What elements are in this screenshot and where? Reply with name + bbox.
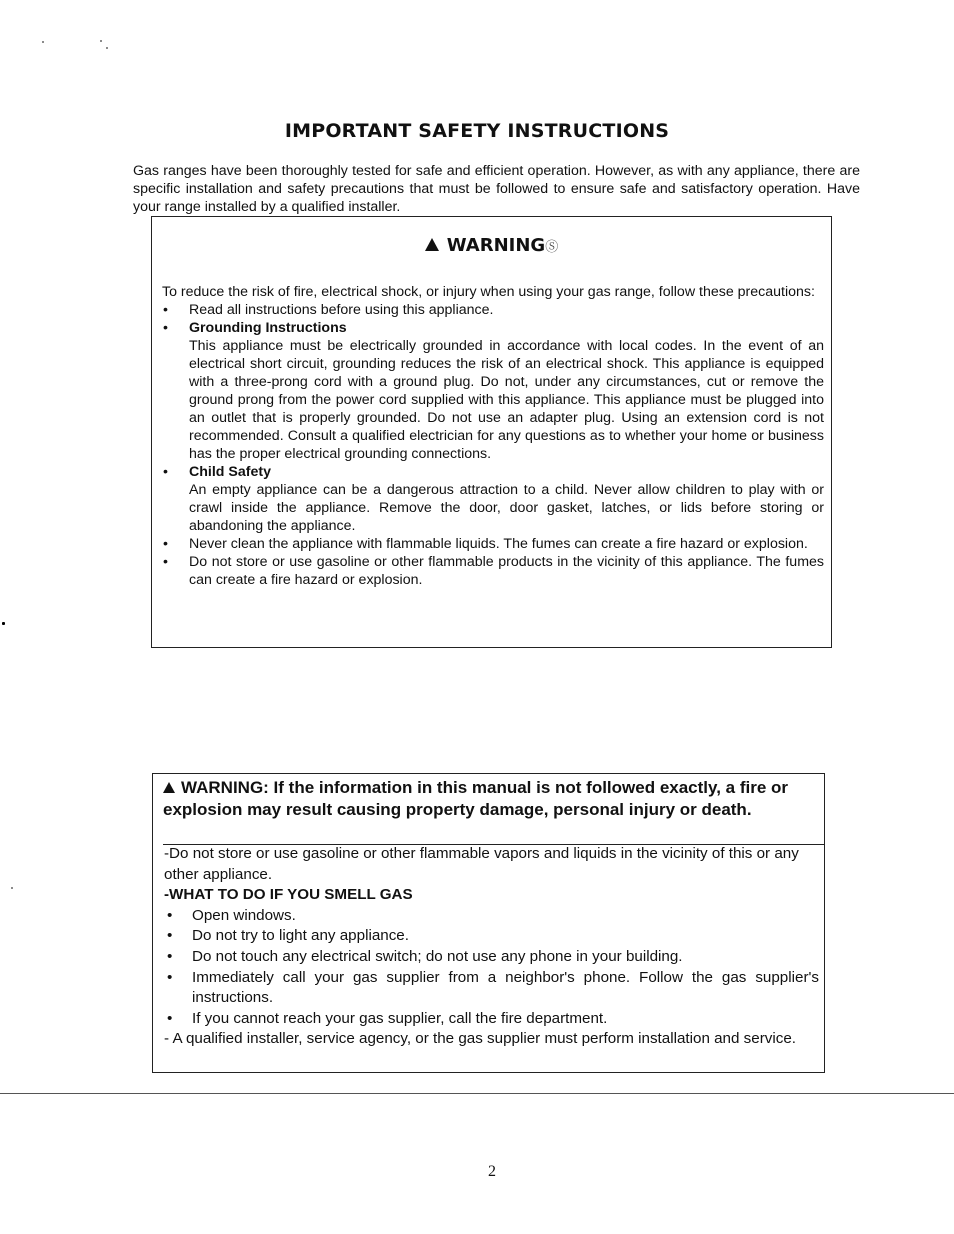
warning-lead-text: To reduce the risk of fire, electrical shock, or injury when using your gas range, follow these precautions: (162, 284, 815, 300)
list-item (162, 463, 824, 535)
scan-speck (11, 887, 13, 889)
list-item (162, 319, 824, 463)
registered-symbol-icon: Ⓢ (545, 240, 559, 255)
list-item (164, 926, 819, 947)
scan-speck (100, 40, 102, 42)
scan-speck (106, 47, 108, 49)
list-item (162, 553, 824, 589)
item-text: If you cannot reach your gas supplier, call the fire department. (192, 1009, 608, 1027)
item-text: This appliance must be electrically grounded in accordance with local codes. In the event of an electrical short circuit, grounding reduces the risk of an electrical shock. This appliance is equipped with a three-prong cord with a ground plug. Do not, under any circumstances, cut or remove the ground prong from the power cord supplied with this appliance. This appliance must be plugged into an outlet that is properly grounded. Do not use an adapter plug. Using an extension cord is not recommended. Consult a qualified electrician for any questions as to whether your home or business has the proper electrical grounding connections. (189, 338, 824, 462)
page-number: 2 (488, 1163, 496, 1180)
warning-heading (152, 235, 831, 256)
bullet-icon: • (167, 1009, 173, 1027)
intro-paragraph: Gas ranges have been thoroughly tested for safe and efficient operation. However, as with any appliance, there are specific installation and safety precautions that must be followed to ensure safe and satisfactory operation. Have your range installed by a qualified installer. (133, 163, 860, 215)
bullet-icon: • (167, 927, 173, 945)
gas-closing-text: - A qualified installer, service agency, or the gas supplier must perform installation and service. (164, 1030, 796, 1048)
item-text: Immediately call your gas supplier from a neighbor's phone. Follow the gas supplier's instructions. (192, 968, 819, 1007)
warning-box-precautions (151, 216, 832, 648)
gas-warning-heading-text: WARNING: If the information in this manual is not followed exactly, a fire or explosion may result causing property damage, personal injury or death. (163, 778, 789, 819)
list-item (162, 301, 824, 319)
gas-warning-line: -Do not store or use gasoline or other flammable vapors and liquids in the vicinity of this or any other appliance. (164, 845, 799, 883)
gas-warning-heading (163, 777, 823, 821)
list-item (164, 906, 819, 927)
gas-steps-list (164, 906, 819, 1030)
bullet-icon: • (163, 536, 168, 552)
warning-triangle-icon (163, 782, 175, 793)
list-item (164, 947, 819, 968)
gas-subheading: -WHAT TO DO IF YOU SMELL GAS (164, 886, 413, 904)
bullet-icon: • (163, 464, 168, 480)
warning-heading-text: WARNING (446, 235, 546, 256)
list-item (162, 535, 824, 553)
scan-speck (42, 41, 44, 43)
item-text: Do not store or use gasoline or other flammable products in the vicinity of this appliance. The fumes can create a fire hazard or explosion. (189, 554, 824, 588)
item-text: Do not touch any electrical switch; do not use any phone in your building. (192, 947, 683, 965)
item-text: Do not try to light any appliance. (192, 927, 409, 945)
item-text: An empty appliance can be a dangerous attraction to a child. Never allow children to play with or crawl inside the appliance. Remove the door, door gasket, latches, or lids before storing or abandoning the appliance. (189, 482, 824, 534)
warning-triangle-icon (425, 238, 439, 251)
bullet-icon: • (163, 554, 168, 570)
bullet-icon: • (163, 320, 168, 336)
bullet-icon: • (167, 968, 173, 986)
warning-box-gas (152, 773, 825, 1073)
footer-rule (0, 1093, 954, 1094)
item-text: Open windows. (192, 906, 296, 924)
item-text: Never clean the appliance with flammable liquids. The fumes can create a fire hazard or explosion. (189, 536, 808, 552)
item-title: Child Safety (189, 464, 271, 480)
item-text: Read all instructions before using this appliance. (189, 302, 494, 318)
scan-speck (2, 622, 5, 625)
page-title: IMPORTANT SAFETY INSTRUCTIONS (284, 120, 670, 142)
bullet-icon: • (167, 947, 173, 965)
list-item (164, 968, 819, 1009)
precautions-list (162, 301, 824, 589)
bullet-icon: • (167, 906, 173, 924)
list-item (164, 1009, 819, 1030)
gas-warning-body (164, 844, 819, 1050)
warning-body (162, 283, 824, 589)
bullet-icon: • (163, 302, 168, 318)
item-title: Grounding Instructions (189, 320, 347, 336)
